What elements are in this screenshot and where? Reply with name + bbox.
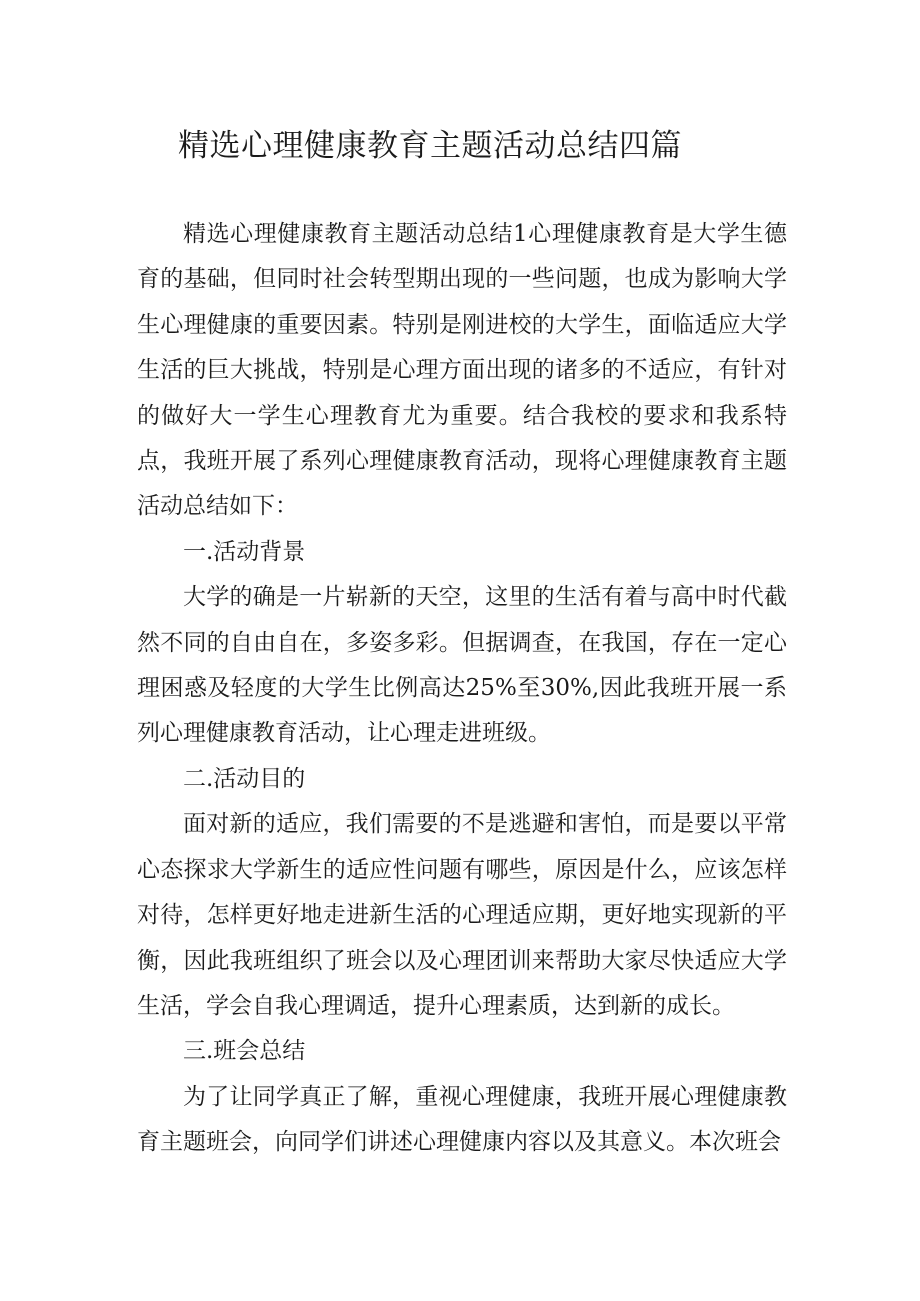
paragraph-purpose: 面对新的适应，我们需要的不是逃避和害怕，而是要以平常心态探求大学新生的适应性问题有哪些，原因是什么，应该怎样对待，怎样更好地走进新生活的心理适应期，更好地实现新的平衡，因此我班组织了班会以及心理团训来帮助大家尽快适应大学生活，学会自我心理调适，提升心理素质，达到新的成长。 [137, 811, 787, 1019]
section-heading-background: 一.活动背景 [183, 538, 306, 565]
paragraph-background: 大学的确是一片崭新的天空，这里的生活有着与高中时代截然不同的自由自在，多姿多彩。但据调查，在我国，存在一定心理困惑及轻度的大学生比例高达25%至30%,因此我班开展一系列心理健康教育活动，让心理走进班级。 [137, 584, 787, 747]
document-title: 精选心理健康教育主题活动总结四篇 [178, 128, 682, 164]
paragraph-intro: 精选心理健康教育主题活动总结1心理健康教育是大学生德育的基础，但同时社会转型期出现的一些问题，也成为影响大学生心理健康的重要因素。特别是刚进校的大学生，面临适应大学生活的巨大挑战，特别是心理方面出现的诸多的不适应，有针对的做好大一学生心理教育尤为重要。结合我校的要求和我系特点，我班开展了系列心理健康教育活动，现将心理健康教育主题活动总结如下： [137, 221, 787, 520]
section-heading-purpose: 二.活动目的 [183, 765, 306, 792]
document-body [137, 212, 787, 1166]
section-heading-class-meeting: 三.班会总结 [183, 1038, 306, 1065]
paragraph-class-meeting: 为了让同学真正了解，重视心理健康，我班开展心理健康教育主题班会，向同学们讲述心理健康内容以及其意义。本次班会 [137, 1083, 787, 1156]
